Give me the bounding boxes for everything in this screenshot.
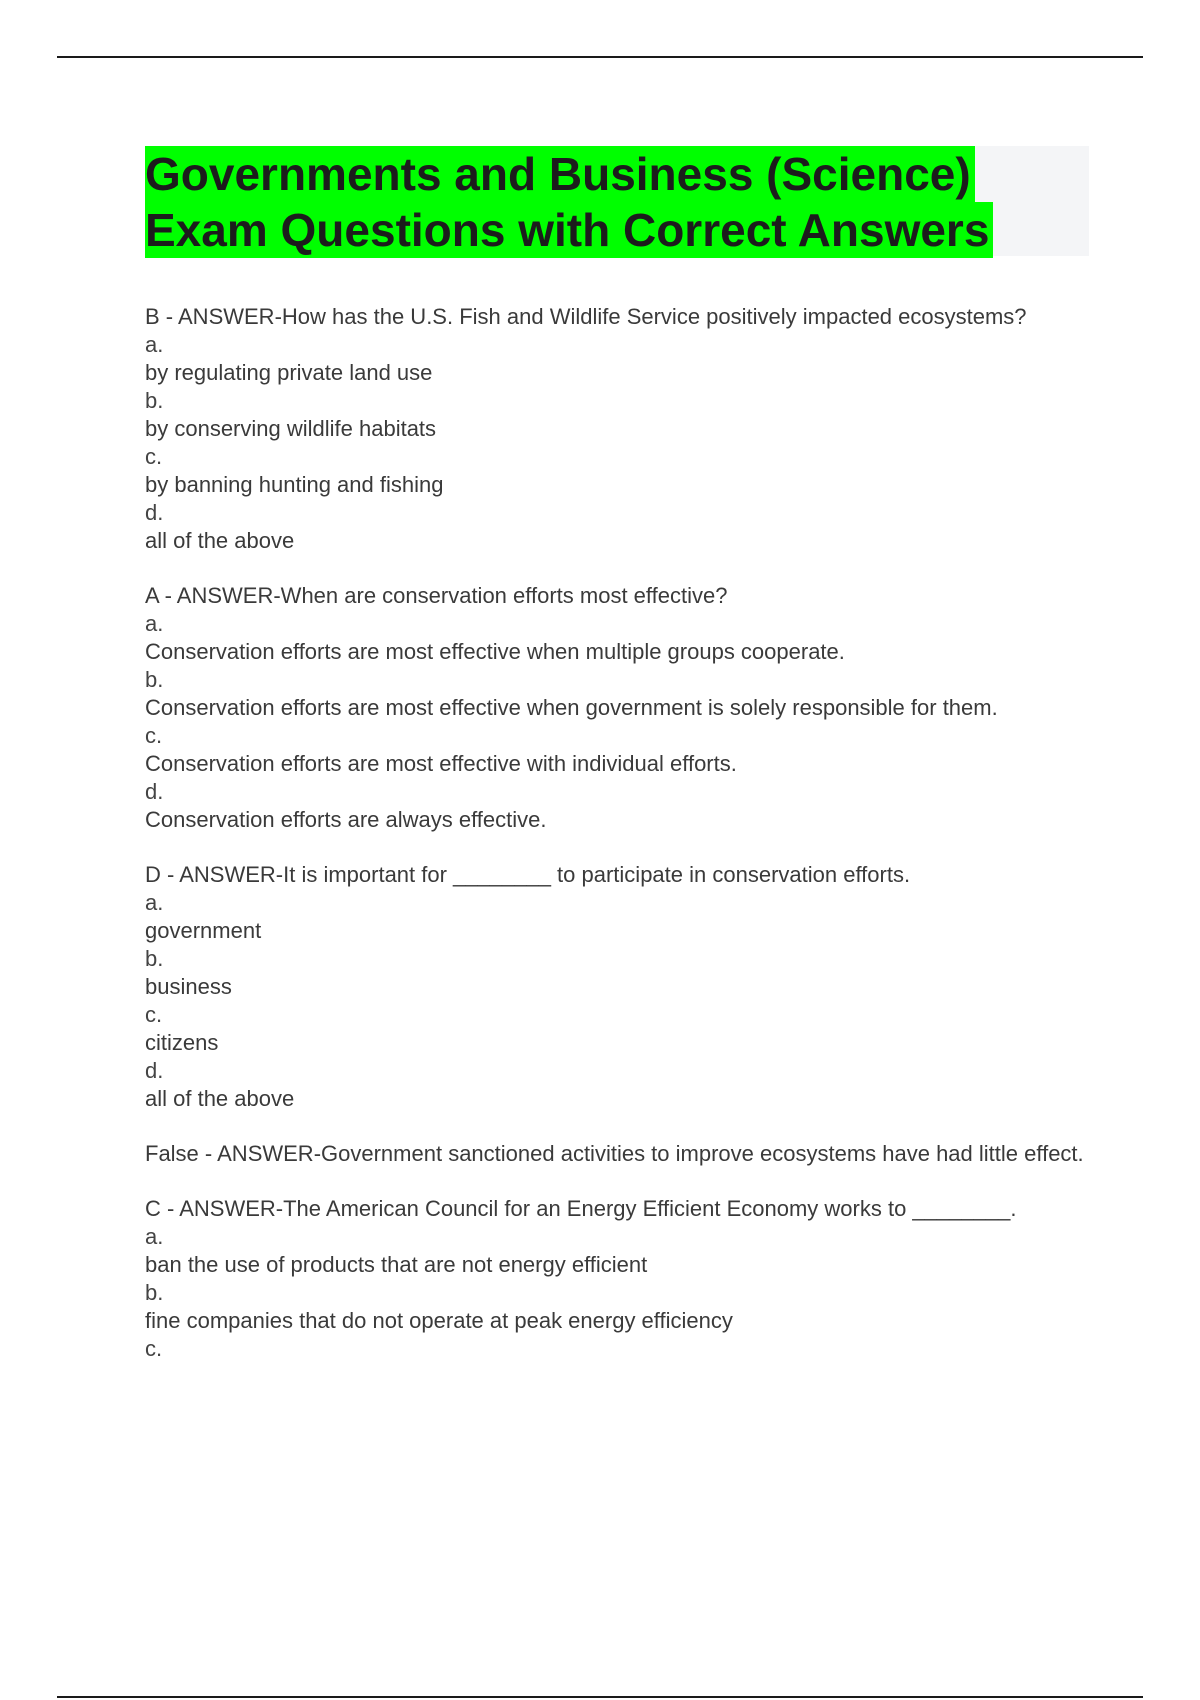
option-letter: d. <box>145 500 164 525</box>
option-text: Conservation efforts are most effective when government is solely responsible for them. <box>145 695 998 720</box>
header-rule <box>57 56 1143 58</box>
option-letter: a. <box>145 611 164 636</box>
question-block <box>145 1140 1095 1168</box>
option-letter: d. <box>145 779 164 804</box>
option-text: business <box>145 974 232 999</box>
question-list <box>145 303 1095 1390</box>
question-block <box>145 861 1095 1113</box>
option-letter: a. <box>145 1224 164 1249</box>
option-letter: b. <box>145 946 164 971</box>
option-text: Conservation efforts are always effective. <box>145 807 547 832</box>
option-text: all of the above <box>145 528 295 553</box>
question-stem: False - ANSWER-Government sanctioned activities to improve ecosystems have had little effect. <box>145 1141 1084 1166</box>
option-text: fine companies that do not operate at peak energy efficiency <box>145 1308 733 1333</box>
question-stem: A - ANSWER-When are conservation efforts most effective? <box>145 583 728 608</box>
option-letter: c. <box>145 1336 163 1361</box>
question-stem: B - ANSWER-How has the U.S. Fish and Wildlife Service positively impacted ecosystems? <box>145 304 1027 329</box>
option-letter: a. <box>145 890 164 915</box>
option-text: citizens <box>145 1030 219 1055</box>
question-block <box>145 582 1095 834</box>
option-letter: c. <box>145 444 163 469</box>
document-title <box>145 146 993 258</box>
question-block <box>145 1195 1095 1363</box>
option-letter: b. <box>145 1280 164 1305</box>
option-letter: c. <box>145 1002 163 1027</box>
document-title-line-2: Exam Questions with Correct Answers <box>145 202 993 258</box>
option-text: by banning hunting and fishing <box>145 472 444 497</box>
option-text: by conserving wildlife habitats <box>145 416 437 441</box>
option-letter: b. <box>145 388 164 413</box>
option-text: ban the use of products that are not energy efficient <box>145 1252 648 1277</box>
option-letter: d. <box>145 1058 164 1083</box>
document-title-line-1: Governments and Business (Science) <box>145 146 975 202</box>
question-stem: C - ANSWER-The American Council for an Energy Efficient Economy works to ________. <box>145 1196 1017 1221</box>
question-stem: D - ANSWER-It is important for ________ to participate in conservation efforts. <box>145 862 911 887</box>
option-text: Conservation efforts are most effective with individual efforts. <box>145 751 737 776</box>
option-letter: b. <box>145 667 164 692</box>
option-text: government <box>145 918 262 943</box>
option-text: all of the above <box>145 1086 295 1111</box>
option-letter: a. <box>145 332 164 357</box>
option-letter: c. <box>145 723 163 748</box>
footer-rule <box>57 1696 1143 1698</box>
option-text: by regulating private land use <box>145 360 433 385</box>
question-block <box>145 303 1095 555</box>
option-text: Conservation efforts are most effective when multiple groups cooperate. <box>145 639 845 664</box>
